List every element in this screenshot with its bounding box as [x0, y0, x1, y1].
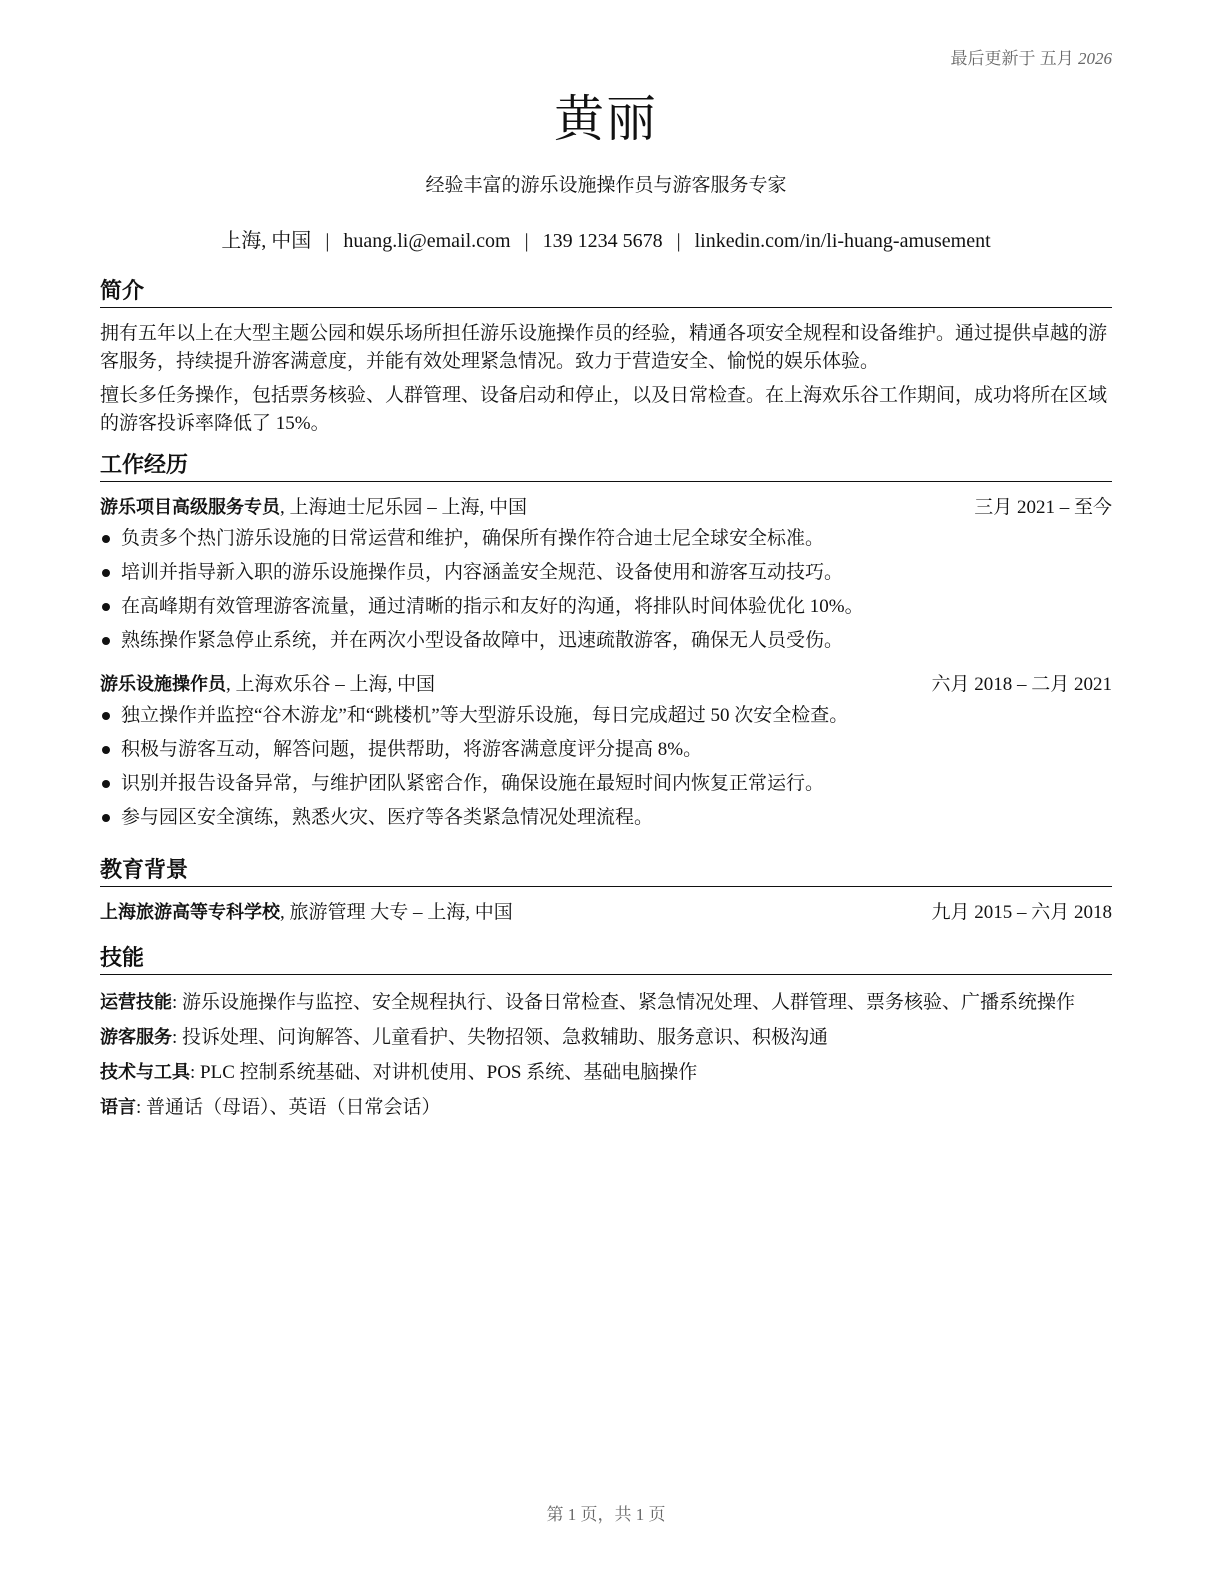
education-dates: 九月 2015 – 六月 2018: [931, 902, 1112, 923]
bullet-dot-icon: [102, 637, 110, 645]
bullet-dot-icon: [102, 569, 110, 577]
bullet-item: [100, 801, 1112, 835]
bullet-item: [100, 522, 1112, 556]
last-updated-label: 最后更新于 五月: [950, 49, 1074, 68]
job-org: , 上海迪士尼乐园 – 上海, 中国: [280, 497, 528, 518]
job-org: , 上海欢乐谷 – 上海, 中国: [226, 674, 436, 695]
skill-label: 运营技能: [100, 992, 172, 1013]
contact-location: 上海, 中国: [221, 230, 312, 252]
skill-label: 技术与工具: [100, 1062, 190, 1083]
school-name: 上海旅游高等专科学校: [100, 902, 280, 923]
bullet-dot-icon: [102, 535, 110, 543]
bullet-dot-icon: [102, 746, 110, 754]
bullet-text: 负责多个热门游乐设施的日常运营和维护，确保所有操作符合迪士尼全球安全标准。: [121, 528, 825, 549]
candidate-name: 黄丽: [554, 90, 658, 148]
headline: 经验丰富的游乐设施操作员与游客服务专家: [425, 175, 787, 196]
last-updated: [951, 44, 1113, 69]
job-bullets: [100, 522, 1112, 658]
bullet-text: 在高峰期有效管理游客流量，通过清晰的指示和友好的沟通，将排队时间体验优化 10%。: [121, 596, 864, 617]
bullet-text: 独立操作并监控“谷木游龙”和“跳楼机”等大型游乐设施，每日完成超过 50 次安全检查。: [121, 705, 849, 726]
bullet-item: [100, 556, 1112, 590]
job-dates: 三月 2021 – 至今: [974, 497, 1112, 518]
skill-label: 语言: [100, 1097, 136, 1118]
page-footer: 第 1 页，共 1 页: [546, 1505, 666, 1524]
contact-separator: |: [676, 230, 681, 252]
skill-value: : PLC 控制系统基础、对讲机使用、POS 系统、基础电脑操作: [190, 1062, 698, 1083]
skill-value: : 普通话（母语）、英语（日常会话）: [136, 1097, 441, 1118]
summary-paragraph: 擅长多任务操作，包括票务核验、人群管理、设备启动和停止，以及日常检查。在上海欢乐谷工作期间，成功将所在区域的游客投诉率降低了 15%。: [100, 385, 1108, 434]
bullet-dot-icon: [102, 603, 110, 611]
contact-linkedin[interactable]: linkedin.com/in/li-huang-amusement: [694, 230, 991, 252]
contact-separator: |: [325, 230, 330, 252]
education-detail: , 旅游管理 大专 – 上海, 中国: [280, 902, 513, 923]
job-title: 游乐项目高级服务专员: [100, 497, 280, 518]
skill-row: [100, 1055, 1112, 1090]
last-updated-year: 2026: [1078, 49, 1112, 68]
skills-list: [100, 985, 1112, 1125]
bullet-dot-icon: [102, 780, 110, 788]
bullet-item: [100, 733, 1112, 767]
resume-page: [100, 0, 1112, 1584]
bullet-dot-icon: [102, 814, 110, 822]
summary-section: [100, 278, 1112, 438]
skill-value: : 游乐设施操作与监控、安全规程执行、设备日常检查、紧急情况处理、人群管理、票务核验、广播系统操作: [172, 992, 1076, 1013]
bullet-item: [100, 699, 1112, 733]
bullet-text: 参与园区安全演练，熟悉火灾、医疗等各类紧急情况处理流程。: [121, 807, 654, 828]
job-bullets: [100, 699, 1112, 835]
job-dates: 六月 2018 – 二月 2021: [931, 674, 1112, 695]
education-entry: [100, 899, 1112, 927]
job-entry: [100, 494, 1112, 658]
contact-phone[interactable]: 139 1234 5678: [542, 230, 663, 252]
skills-section: [100, 945, 1112, 1125]
contact-email[interactable]: huang.li@email.com: [343, 230, 511, 252]
education-heading: 教育背景: [100, 857, 1112, 887]
contact-separator: |: [524, 230, 529, 252]
summary-paragraph: 拥有五年以上在大型主题公园和娱乐场所担任游乐设施操作员的经验，精通各项安全规程和设备维护。通过提供卓越的游客服务，持续提升游客满意度，并能有效处理紧急情况。致力于营造安全、愉悦的娱乐体验。: [100, 323, 1108, 372]
bullet-text: 熟练操作紧急停止系统，并在两次小型设备故障中，迅速疏散游客，确保无人员受伤。: [121, 630, 844, 651]
bullet-item: [100, 624, 1112, 658]
job-title: 游乐设施操作员: [100, 674, 226, 695]
education-section: [100, 857, 1112, 927]
experience-section: [100, 452, 1112, 835]
job-entry: [100, 671, 1112, 835]
experience-heading: 工作经历: [100, 452, 1112, 482]
bullet-text: 积极与游客互动，解答问题，提供帮助，将游客满意度评分提高 8%。: [121, 739, 703, 760]
skills-heading: 技能: [100, 945, 1112, 975]
skill-row: [100, 1090, 1112, 1125]
contact-line: [100, 224, 1112, 253]
bullet-item: [100, 590, 1112, 624]
bullet-text: 识别并报告设备异常，与维护团队紧密合作，确保设施在最短时间内恢复正常运行。: [121, 773, 825, 794]
skill-value: : 投诉处理、问询解答、儿童看护、失物招领、急救辅助、服务意识、积极沟通: [172, 1027, 829, 1048]
skill-row: [100, 985, 1112, 1020]
job-header: [100, 494, 1112, 522]
bullet-dot-icon: [102, 712, 110, 720]
skill-row: [100, 1020, 1112, 1055]
bullet-text: 培训并指导新入职的游乐设施操作员，内容涵盖安全规范、设备使用和游客互动技巧。: [121, 562, 844, 583]
job-header: [100, 671, 1112, 699]
bullet-item: [100, 767, 1112, 801]
skill-label: 游客服务: [100, 1027, 172, 1048]
summary-heading: 简介: [100, 278, 1112, 308]
